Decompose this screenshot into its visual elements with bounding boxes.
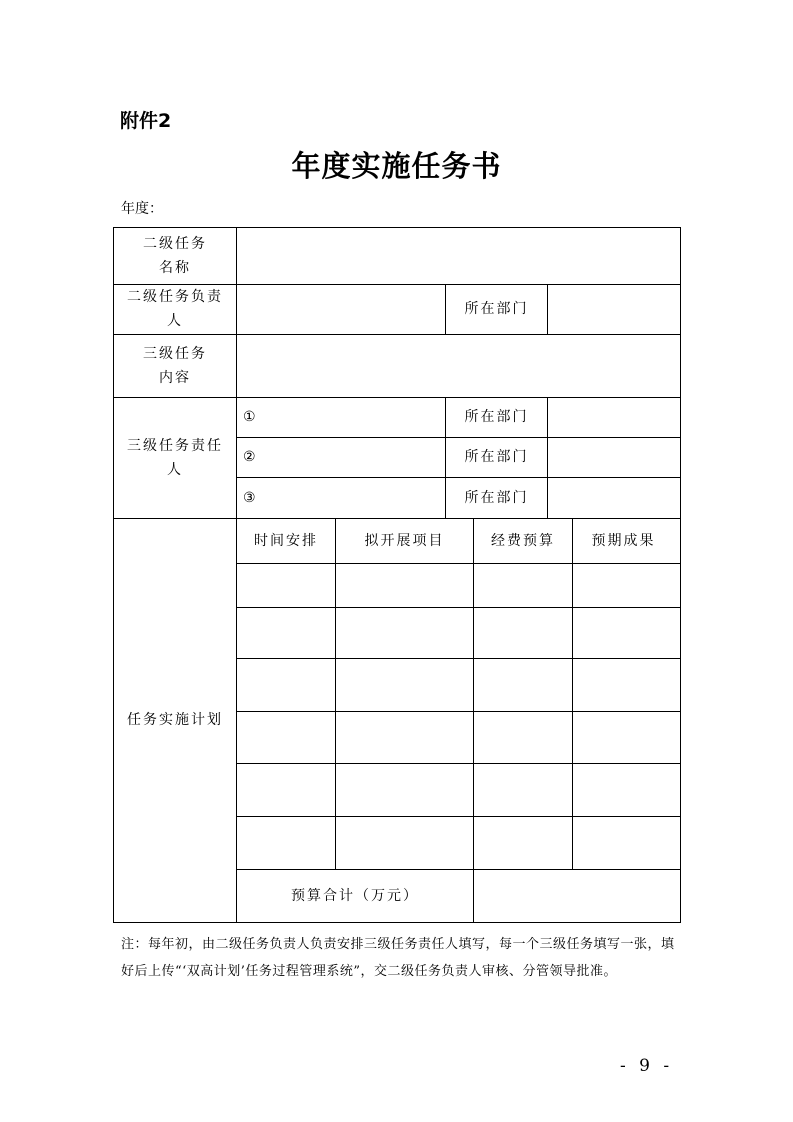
table-cell[interactable] <box>573 817 674 869</box>
circled-number-1: ① <box>243 409 258 425</box>
tertiary-task-content-label: 三级任务 内容 <box>143 345 207 386</box>
secondary-dept-field[interactable] <box>548 284 680 334</box>
tertiary-owner-2-dept-label: 所在部门 <box>464 449 529 465</box>
table-cell[interactable] <box>336 817 473 869</box>
table-cell[interactable] <box>237 712 335 763</box>
page-number: - 9 - <box>620 1056 674 1076</box>
table-cell[interactable] <box>336 564 473 607</box>
table-cell[interactable] <box>573 564 674 607</box>
plan-label: 任务实施计划 <box>127 712 223 728</box>
table-cell[interactable] <box>336 764 473 816</box>
plan-header-budget: 经费预算 <box>491 532 555 549</box>
budget-total-label: 预算合计（万元） <box>291 888 419 904</box>
secondary-task-owner-field[interactable] <box>237 284 445 334</box>
secondary-dept-label: 所在部门 <box>464 301 529 317</box>
table-cell[interactable] <box>573 712 674 763</box>
tertiary-owner-1-field[interactable] <box>237 397 445 437</box>
table-cell[interactable] <box>237 659 335 711</box>
table-cell[interactable] <box>336 659 473 711</box>
secondary-task-name-field[interactable] <box>237 228 680 284</box>
table-cell[interactable] <box>573 764 674 816</box>
table-cell[interactable] <box>474 817 572 869</box>
year-label: 年度： <box>121 201 163 217</box>
tertiary-owner-1-dept-label: 所在部门 <box>464 409 529 425</box>
page-title: 年度实施任务书 <box>291 149 502 183</box>
tertiary-owner-1-dept-field[interactable] <box>548 397 680 437</box>
table-cell[interactable] <box>237 817 335 869</box>
task-form-table <box>113 227 681 923</box>
table-cell[interactable] <box>336 712 473 763</box>
tertiary-task-owner-label: 三级任务责任 人 <box>127 437 223 478</box>
circled-number-3: ③ <box>243 489 258 506</box>
attachment-label: 附件2 <box>120 110 172 132</box>
plan-header-outcome: 预期成果 <box>591 532 656 549</box>
circled-number-2: ② <box>243 449 258 465</box>
table-cell[interactable] <box>474 712 572 763</box>
table-cell[interactable] <box>237 608 335 658</box>
table-cell[interactable] <box>474 764 572 816</box>
plan-header-schedule: 时间安排 <box>254 532 318 549</box>
tertiary-owner-3-dept-label: 所在部门 <box>464 489 529 506</box>
table-cell[interactable] <box>474 564 572 607</box>
plan-header-project: 拟开展项目 <box>364 532 445 549</box>
table-cell[interactable] <box>474 608 572 658</box>
table-cell[interactable] <box>336 608 473 658</box>
tertiary-owner-2-dept-field[interactable] <box>548 437 680 477</box>
secondary-task-owner-label: 二级任务负责 人 <box>127 289 223 329</box>
footnote: 注：每年初，由二级任务负责人负责安排三级任务责任人填写，每一个三级任务填写一张，填好后上传“‘双高计划’任务过程管理系统”，交二级任务负责人审核、分管领导批准。 <box>121 937 675 979</box>
budget-total-field[interactable] <box>474 870 674 922</box>
tertiary-owner-2-field[interactable] <box>237 437 445 477</box>
secondary-task-name-label: 二级任务 名称 <box>143 236 207 276</box>
table-cell[interactable] <box>573 608 674 658</box>
tertiary-task-content-field[interactable] <box>237 334 680 397</box>
table-cell[interactable] <box>237 564 335 607</box>
table-cell[interactable] <box>237 764 335 816</box>
tertiary-owner-3-field[interactable] <box>237 477 445 518</box>
table-cell[interactable] <box>573 659 674 711</box>
table-cell[interactable] <box>474 659 572 711</box>
tertiary-owner-3-dept-field[interactable] <box>548 477 680 518</box>
